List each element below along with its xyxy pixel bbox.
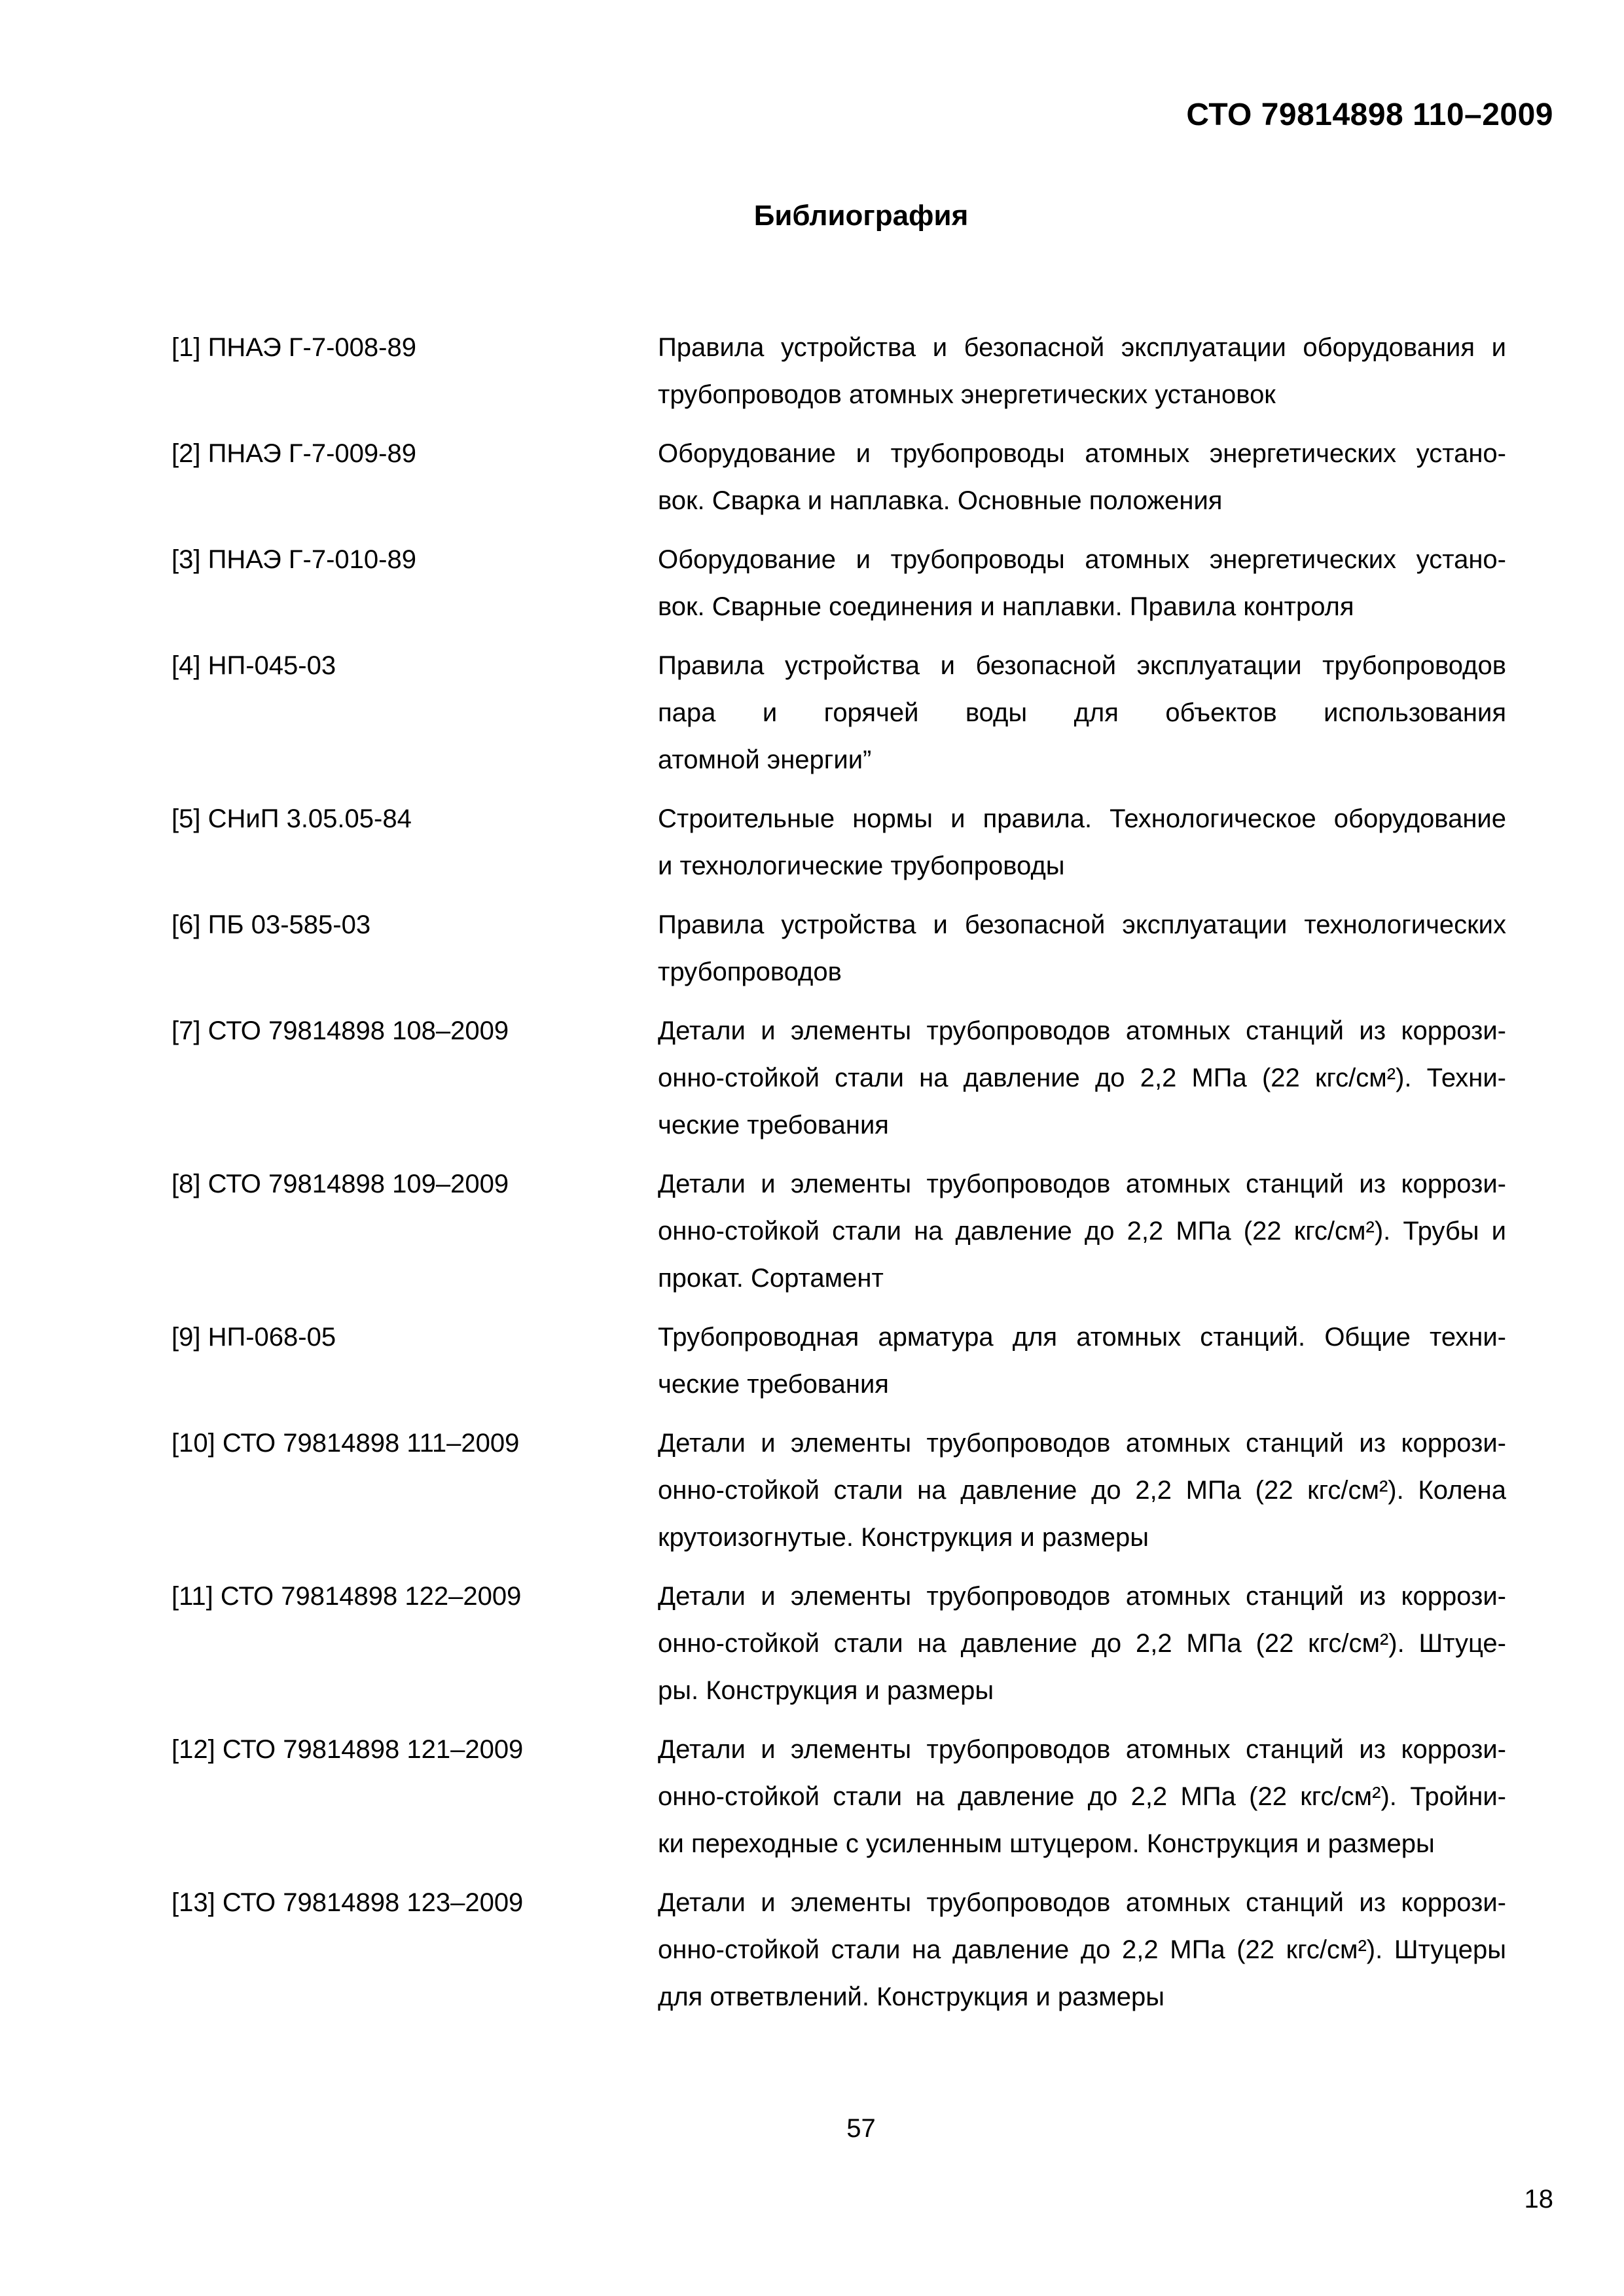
entry-description <box>658 1160 1506 1302</box>
bibliography-entry <box>171 1573 1513 1714</box>
entry-description-line: Трубопроводная арматура для атомных станций. Общие техни- <box>658 1323 1506 1352</box>
entry-description <box>658 1573 1506 1714</box>
entry-description-line: Детали и элементы трубопроводов атомных станций из коррози- <box>658 1582 1506 1611</box>
document-code: СТО 79814898 110–2009 <box>1186 98 1553 132</box>
entry-description <box>658 642 1506 783</box>
bibliography-entry <box>171 324 1513 418</box>
page-number-corner: 18 <box>1524 2185 1553 2214</box>
entry-reference: [2] ПНАЭ Г-7-009-89 <box>171 439 416 468</box>
entry-reference: [6] ПБ 03-585-03 <box>171 910 371 939</box>
entry-description-line: вок. Сварные соединения и наплавки. Правила контроля <box>658 592 1354 621</box>
entry-description-line: крутоизогнутые. Конструкция и размеры <box>658 1523 1149 1552</box>
entry-reference: [1] ПНАЭ Г-7-008-89 <box>171 333 416 362</box>
entry-description-line: Детали и элементы трубопроводов атомных станций из коррози- <box>658 1429 1506 1458</box>
entry-description-line: Правила устройства и безопасной эксплуатации трубопроводов <box>658 651 1506 680</box>
entry-description <box>658 795 1506 889</box>
entry-description-line: вок. Сварка и наплавка. Основные положения <box>658 486 1223 515</box>
entry-description-line: Правила устройства и безопасной эксплуатации технологических <box>658 910 1506 939</box>
entry-description-line: Оборудование и трубопроводы атомных энергетических устано- <box>658 439 1506 468</box>
bibliography-entry <box>171 1007 1513 1149</box>
entry-description-line: ческие требования <box>658 1111 889 1139</box>
entry-description-line: Правила устройства и безопасной эксплуатации оборудования и <box>658 333 1506 362</box>
entry-reference: [9] НП-068-05 <box>171 1323 336 1352</box>
entry-reference: [10] СТО 79814898 111–2009 <box>171 1429 520 1458</box>
entry-description-line: онно-стойкой стали на давление до 2,2 МПа (22 кгс/см²). Техни- <box>658 1064 1506 1092</box>
entry-reference: [3] ПНАЭ Г-7-010-89 <box>171 545 416 574</box>
entry-description-line: пара и горячей воды для объектов использования <box>658 698 1506 727</box>
bibliography-entry <box>171 1314 1513 1408</box>
entry-description <box>658 430 1506 524</box>
entry-description-line: для ответвлений. Конструкция и размеры <box>658 1982 1164 2011</box>
entry-description-line: и технологические трубопроводы <box>658 852 1065 880</box>
entry-reference: [7] СТО 79814898 108–2009 <box>171 1016 509 1045</box>
bibliography-entry <box>171 430 1513 524</box>
entry-reference: [8] СТО 79814898 109–2009 <box>171 1170 509 1198</box>
bibliography-entry <box>171 642 1513 783</box>
entry-reference: [5] СНиП 3.05.05-84 <box>171 804 412 833</box>
bibliography-list <box>171 324 1513 2032</box>
bibliography-entry <box>171 901 1513 996</box>
entry-reference: [4] НП-045-03 <box>171 651 336 680</box>
entry-description-line: Оборудование и трубопроводы атомных энергетических устано- <box>658 545 1506 574</box>
entry-reference: [11] СТО 79814898 122–2009 <box>171 1582 522 1611</box>
entry-description <box>658 1726 1506 1867</box>
entry-description <box>658 1007 1506 1149</box>
entry-description-line: атомной энергии” <box>658 745 872 774</box>
entry-description <box>658 901 1506 996</box>
entry-description-line: трубопроводов <box>658 958 842 986</box>
entry-description-line: ки переходные с усиленным штуцером. Конструкция и размеры <box>658 1829 1435 1858</box>
bibliography-entry <box>171 1726 1513 1867</box>
entry-description <box>658 1420 1506 1561</box>
entry-description <box>658 1314 1506 1408</box>
bibliography-entry <box>171 795 1513 889</box>
entry-description-line: онно-стойкой стали на давление до 2,2 МПа (22 кгс/см²). Колена <box>658 1476 1506 1505</box>
entry-reference: [12] СТО 79814898 121–2009 <box>171 1735 524 1764</box>
page-number-center: 57 <box>846 2114 876 2143</box>
entry-description-line: онно-стойкой стали на давление до 2,2 МПа (22 кгс/см²). Штуцеры <box>658 1935 1506 1964</box>
entry-description-line: ры. Конструкция и размеры <box>658 1676 994 1705</box>
entry-description-line: онно-стойкой стали на давление до 2,2 МПа (22 кгс/см²). Трубы и <box>658 1217 1506 1246</box>
entry-description-line: онно-стойкой стали на давление до 2,2 МПа (22 кгс/см²). Штуце- <box>658 1629 1506 1658</box>
entry-description-line: ческие требования <box>658 1370 889 1399</box>
entry-description-line: Детали и элементы трубопроводов атомных станций из коррози- <box>658 1016 1506 1045</box>
entry-description-line: Детали и элементы трубопроводов атомных станций из коррози- <box>658 1888 1506 1917</box>
entry-description <box>658 324 1506 418</box>
bibliography-entry <box>171 1160 1513 1302</box>
entry-description-line: прокат. Сортамент <box>658 1264 884 1293</box>
bibliography-entry <box>171 1420 1513 1561</box>
page-title: Библиография <box>753 200 969 232</box>
entry-description-line: Детали и элементы трубопроводов атомных станций из коррози- <box>658 1735 1506 1764</box>
entry-description <box>658 1879 1506 2020</box>
entry-description-line: онно-стойкой стали на давление до 2,2 МПа (22 кгс/см²). Тройни- <box>658 1782 1506 1811</box>
bibliography-entry <box>171 536 1513 630</box>
entry-description-line: Строительные нормы и правила. Технологическое оборудование <box>658 804 1506 833</box>
entry-description-line: Детали и элементы трубопроводов атомных станций из коррози- <box>658 1170 1506 1198</box>
entry-description-line: трубопроводов атомных энергетических установок <box>658 380 1276 409</box>
bibliography-entry <box>171 1879 1513 2020</box>
entry-reference: [13] СТО 79814898 123–2009 <box>171 1888 524 1917</box>
entry-description <box>658 536 1506 630</box>
